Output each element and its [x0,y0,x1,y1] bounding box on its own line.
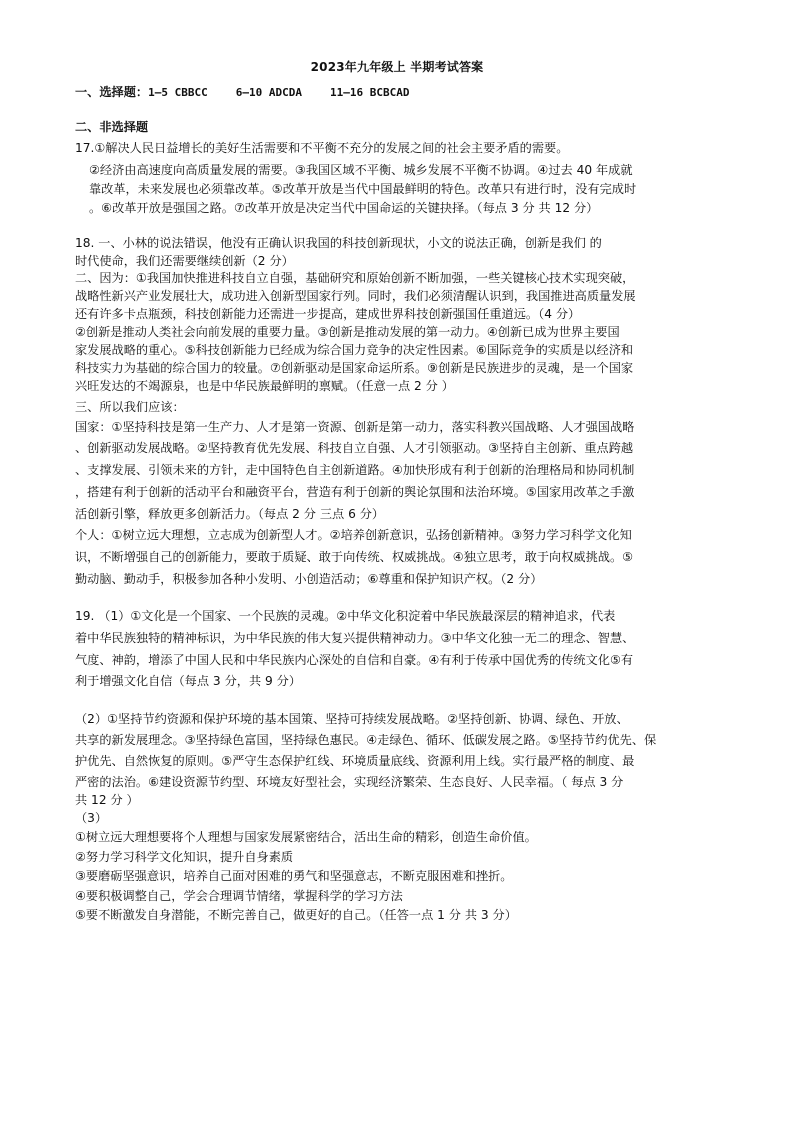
answer-18-line-17: 识，不断增强自己的创新能力，要敢于质疑、敢于向传统、权威挑战。④独立思考，敢于向权威挑战。⑤ [75,550,634,564]
answer-19-3-line-2: ②努力学习科学文化知识，提升自身素质 [75,850,294,864]
answer-18-line-18: 勤动脑、勤动手，积极参加各种小发明、小创造活动；⑥尊重和保护知识产权。（2 分） [75,572,543,586]
answer-18-line-14: ，搭建有利于创新的活动平台和融资平台，营造有利于创新的舆论氛围和法治环境。⑤国家用改革之手激 [75,485,635,499]
answer-19-3-line-5: ⑤要不断激发自身潜能，不断完善自己，做更好的自己。（任答一点 1 分 共 3 分） [75,908,517,922]
answer-18-line-4: 战略性新兴产业发展壮大，成功进入创新型国家行列。同时，我们必须清醒认识到，我国推进高质量发展 [75,289,636,303]
answer-17-line-1: 17.①解决人民日益增长的美好生活需要和不平衡不充分的发展之间的社会主要矛盾的需要。 [75,141,569,155]
answer-17-line-3: 靠改革，未来发展也必须靠改革。⑤改革开放是当代中国最鲜明的特色。改革只有进行时，没有完成时 [89,182,637,196]
answer-18-line-3: 二、因为：①我国加快推进科技自立自强，基础研究和原始创新不断加强，一些关键核心技术实现突破， [75,271,635,285]
answer-17-line-2: ②经济由高速度向高质量发展的需要。③我国区域不平衡、城乡发展不平衡不协调。④过去 40 年成就 [89,163,633,177]
answer-19-line-4: 利于增强文化自信（每点 3 分，共 9 分） [75,674,302,688]
answer-17-line-4: 。⑥改革开放是强国之路。⑦改革开放是决定当代中国命运的关键抉择。（每点 3 分 共 12 分） [89,201,599,215]
answer-19-line-3: 气度、神韵，增添了中国人民和中华民族内心深处的自信和自豪。④有利于传承中国优秀的传统文化⑤有 [75,653,634,667]
answer-19-3-line-1: ①树立远大理想要将个人理想与国家发展紧密结合，活出生命的精彩，创造生命价值。 [75,830,537,844]
answer-19-3-label: （3） [75,811,108,825]
answer-18-line-9: 兴旺发达的不竭源泉，也是中华民族最鲜明的禀赋。（任意一点 2 分 ） [75,379,454,393]
answer-19-2-line-5: 共 12 分 ） [75,793,139,807]
choice-label: 一、选择题： [75,85,149,99]
answer-19-3-line-3: ③要磨砺坚强意识，培养自己面对困难的勇气和坚强意志，不断克服困难和挫折。 [75,869,513,883]
answer-19-line-2: 着中华民族独特的精神标识，为中华民族的伟大复兴提供精神动力。③中华文化独一无二的理念、智慧、 [75,631,635,645]
answer-18-line-16: 个人：①树立远大理想，立志成为创新型人才。②培养创新意识，弘扬创新精神。③努力学习科学文化知 [75,528,632,542]
answer-19-3-line-4: ④要积极调整自己，学会合理调节情绪，掌握科学的学习方法 [75,889,403,903]
answer-19-2-line-1: （2）①坚持节约资源和保护环境的基本国策、坚持可持续发展战略。②坚持创新、协调、绿色、开放、 [75,712,629,726]
answer-19-2-line-3: 护优先、自然恢复的原则。⑤严守生态保护红线、环境质量底线、资源利用上线。实行最严格的制度、最 [75,754,635,768]
answer-18-line-6: ②创新是推动人类社会向前发展的重要力量。③创新是推动发展的第一动力。④创新已成为世界主要国 [75,325,620,339]
choice-group-2: 6—10 ADCDA [235,86,302,99]
section-heading-nonchoice: 二、非选择题 [75,120,149,134]
choice-group-1: 1—5 CBBCC [148,86,208,99]
answer-18-line-1: 18. 一、小林的说法错误，他没有正确认识我国的科技创新现状，小文的说法正确，创新是我们 的 [75,236,602,250]
answer-18-line-15: 活创新引擎，释放更多创新活力。（每点 2 分 三点 6 分） [75,507,385,521]
answer-19-2-line-2: 共享的新发展理念。③坚持绿色富国，坚持绿色惠民。④走绿色、循环、低碳发展之路。⑤坚持节约优先、保 [75,733,657,747]
answer-18-line-7: 家发展战略的重心。⑤科技创新能力已经成为综合国力竞争的决定性因素。⑥国际竞争的实质是以经济和 [75,343,634,357]
choice-group-3: 11—16 BCBCAD [329,86,410,99]
answer-18-line-11: 国家：①坚持科技是第一生产力、人才是第一资源、创新是第一动力，落实科教兴国战略、人才强国战略 [75,420,635,434]
answer-19-2-line-4: 严密的法治。⑥建设资源节约型、环境友好型社会，实现经济繁荣、生态良好、人民幸福。（ 每点 3 分 [75,775,624,789]
answer-18-line-10: 三、所以我们应该： [75,400,185,414]
answer-19-line-1: 19. （1）①文化是一个国家、一个民族的灵魂。②中华文化积淀着中华民族最深层的精神追求，代表 [75,609,616,623]
page-title: 2023年九年级上 半期考试答案 [310,60,484,74]
answer-18-line-12: 、创新驱动发展战略。②坚持教育优先发展、科技自立自强、人才引领驱动。③坚持自主创新、重点跨越 [75,441,634,455]
answer-18-line-8: 科技实力为基础的综合国力的较量。⑦创新驱动是国家命运所系。⑨创新是民族进步的灵魂，是一个国家 [75,361,634,375]
answer-18-line-5: 还有许多卡点瓶颈，科技创新能力还需进一步提高，建成世界科技创新强国任重道远。（4 分） [75,307,581,321]
answer-18-line-2: 时代使命，我们还需要继续创新（2 分） [75,254,294,268]
answer-18-line-13: 、支撑发展、引领未来的方针，走中国特色自主创新道路。④加快形成有利于创新的治理格局和协同机制 [75,463,635,477]
choice-answers-line [75,83,409,102]
